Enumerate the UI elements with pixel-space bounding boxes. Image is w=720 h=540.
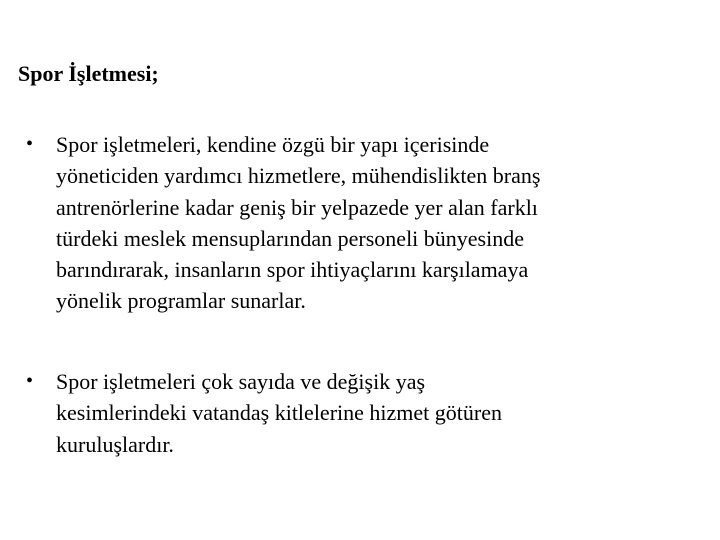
bullet-line: barındırarak, insanların spor ihtiyaçlarını karşılamaya [56,257,529,283]
bullet-line: yöneticiden yardımcı hizmetlere, mühendislikten branş [56,163,541,189]
slide-title: Spor İşletmesi; [18,61,159,86]
bullet-line: kesimlerindeki vatandaş kitlelerine hizmet götüren [56,400,502,426]
bullet-line: yönelik programlar sunarlar. [56,288,306,314]
bullet-line: kuruluşlardır. [56,431,174,457]
bullet-icon: • [26,133,34,155]
bullet-line: Spor işletmeleri çok sayıda ve değişik yaş [56,369,426,394]
bullet-line: Spor işletmeleri, kendine özgü bir yapı içerisinde [56,132,490,157]
bullet-icon: • [26,370,34,392]
bullet-text-1 [56,129,681,317]
bullet-text-2 [56,366,681,460]
bullet-line: antrenörlerine kadar geniş bir yelpazede yer alan farklı [56,194,538,220]
bullet-line: türdeki meslek mensuplarından personeli bünyesinde [56,225,524,251]
